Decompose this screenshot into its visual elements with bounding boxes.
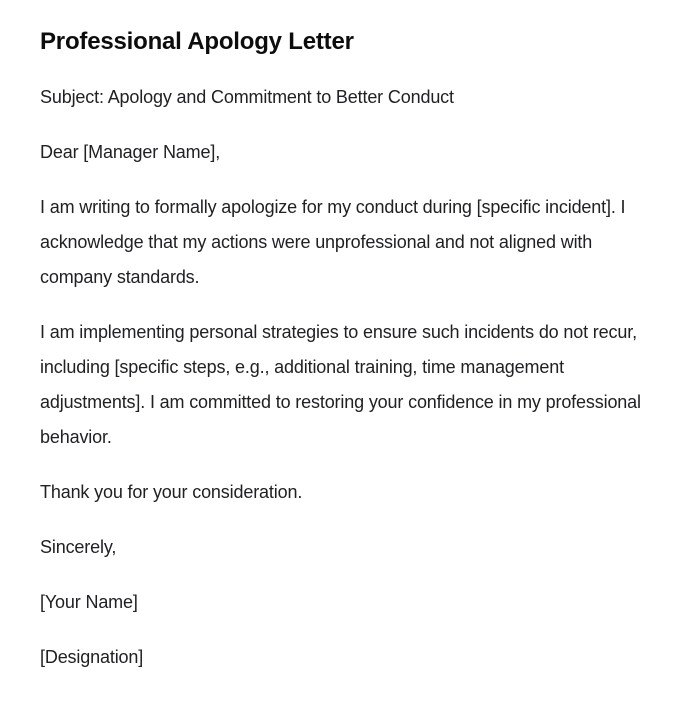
body-paragraph-apology: I am writing to formally apologize for my conduct during [specific incident]. I acknowledge that my actions were unprofessional and not aligned with company standards. [40,197,626,287]
salutation: Dear [Manager Name], [40,142,221,162]
signature-name-placeholder: [Your Name] [40,592,138,612]
closing-thanks: Thank you for your consideration. [40,482,303,502]
subject-line: Subject: Apology and Commitment to Better Conduct [40,87,454,107]
document-title: Professional Apology Letter [40,28,354,55]
signature-designation-placeholder: [Designation] [40,647,144,667]
sign-off: Sincerely, [40,537,117,557]
body-paragraph-commitment: I am implementing personal strategies to ensure such incidents do not recur, including [specific steps, e.g., additional training, time management adjustments]. I am committed to restoring your confidence in my professional behavior. [40,322,641,447]
